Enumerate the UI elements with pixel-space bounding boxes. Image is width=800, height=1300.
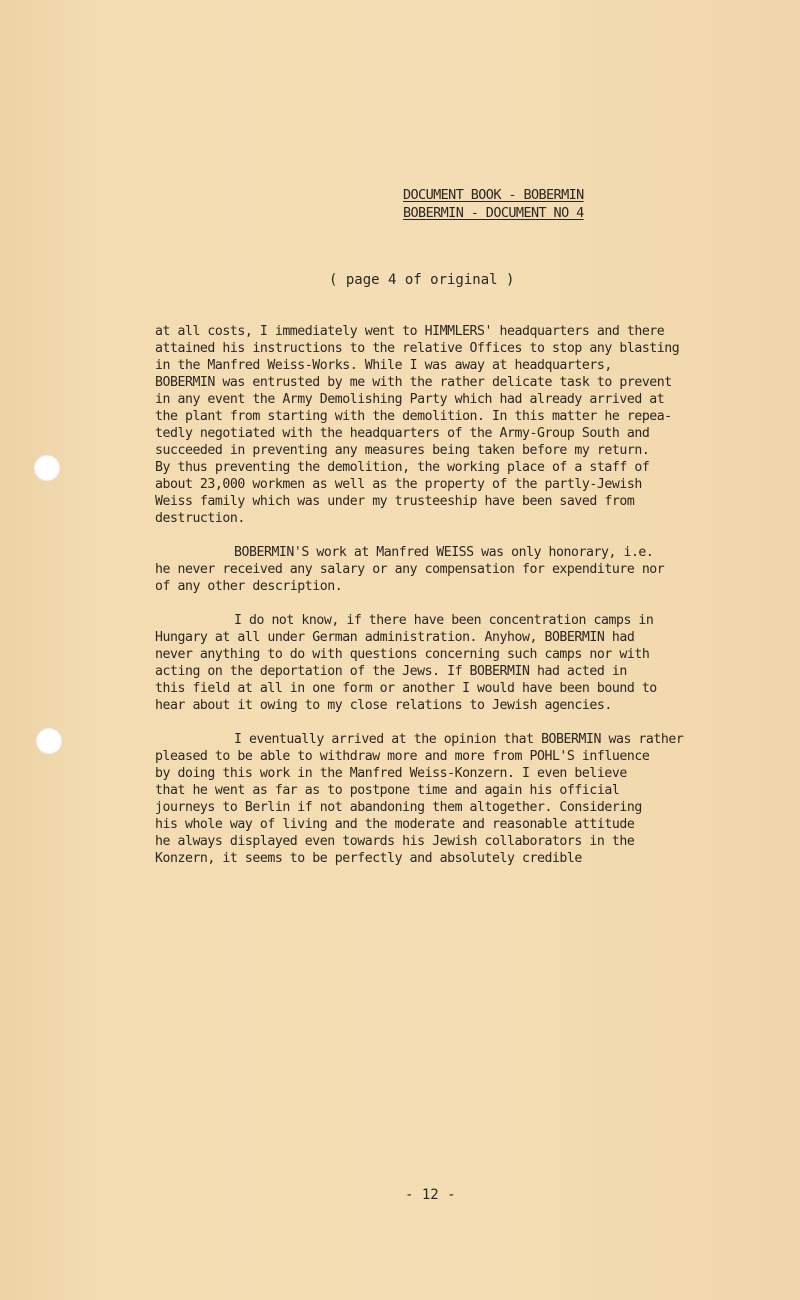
paragraph-1: at all costs, I immediately went to HIMMLERS' headquarters and there attained his instructions to the relative Offices to stop any blasting in the Manfred Weiss-Works. While I was away at headquarters, BOBERMIN was entrusted by me with the rather delicate task to prevent in any event the Army Demolishing Party which had already arrived at the plant from starting with the demolition. In this matter he repea- tedly negotiated with the headquarters of the Army-Group South and succeeded in preventing any measures being taken before my return. By thus preventing the demolition, the working place of a staff of about 23,000 workmen as well as the property of the partly-Jewish Weiss family which was under my trusteeship have been saved from destruction. (155, 324, 680, 526)
header-line-1: DOCUMENT BOOK - BOBERMIN (403, 187, 584, 203)
paragraph-3: I do not know, if there have been concentration camps in Hungary at all under German administration. Anyhow, BOBERMIN had never anything to do with questions concerning such camps nor with acting on the deportation of the Jews. If BOBERMIN had acted in this field at all in one form or another I would have been bound to hear about it owing to my close relations to Jewish agencies. (155, 613, 657, 713)
original-page-note: ( page 4 of original ) (329, 272, 515, 288)
document-body (155, 323, 765, 884)
page-number: - 12 - (405, 1187, 456, 1203)
paragraph-4: I eventually arrived at the opinion that BOBERMIN was rather pleased to be able to withdraw more and more from POHL'S influence by doing this work in the Manfred Weiss-Konzern. I even believe that he went as far as to postpone time and again his official journeys to Berlin if not abandoning them altogether. Considering his whole way of living and the moderate and reasonable attitude he always displayed even towards his Jewish collaborators in the Konzern, it seems to be perfectly and absolutely credible (155, 732, 684, 866)
punch-hole (36, 728, 62, 754)
document-header (403, 186, 633, 222)
paragraph-2: BOBERMIN'S work at Manfred WEISS was only honorary, i.e. he never received any salary or any compensation for expenditure nor of any other description. (155, 545, 665, 594)
punch-hole (34, 455, 60, 481)
header-line-2: BOBERMIN - DOCUMENT NO 4 (403, 205, 584, 221)
